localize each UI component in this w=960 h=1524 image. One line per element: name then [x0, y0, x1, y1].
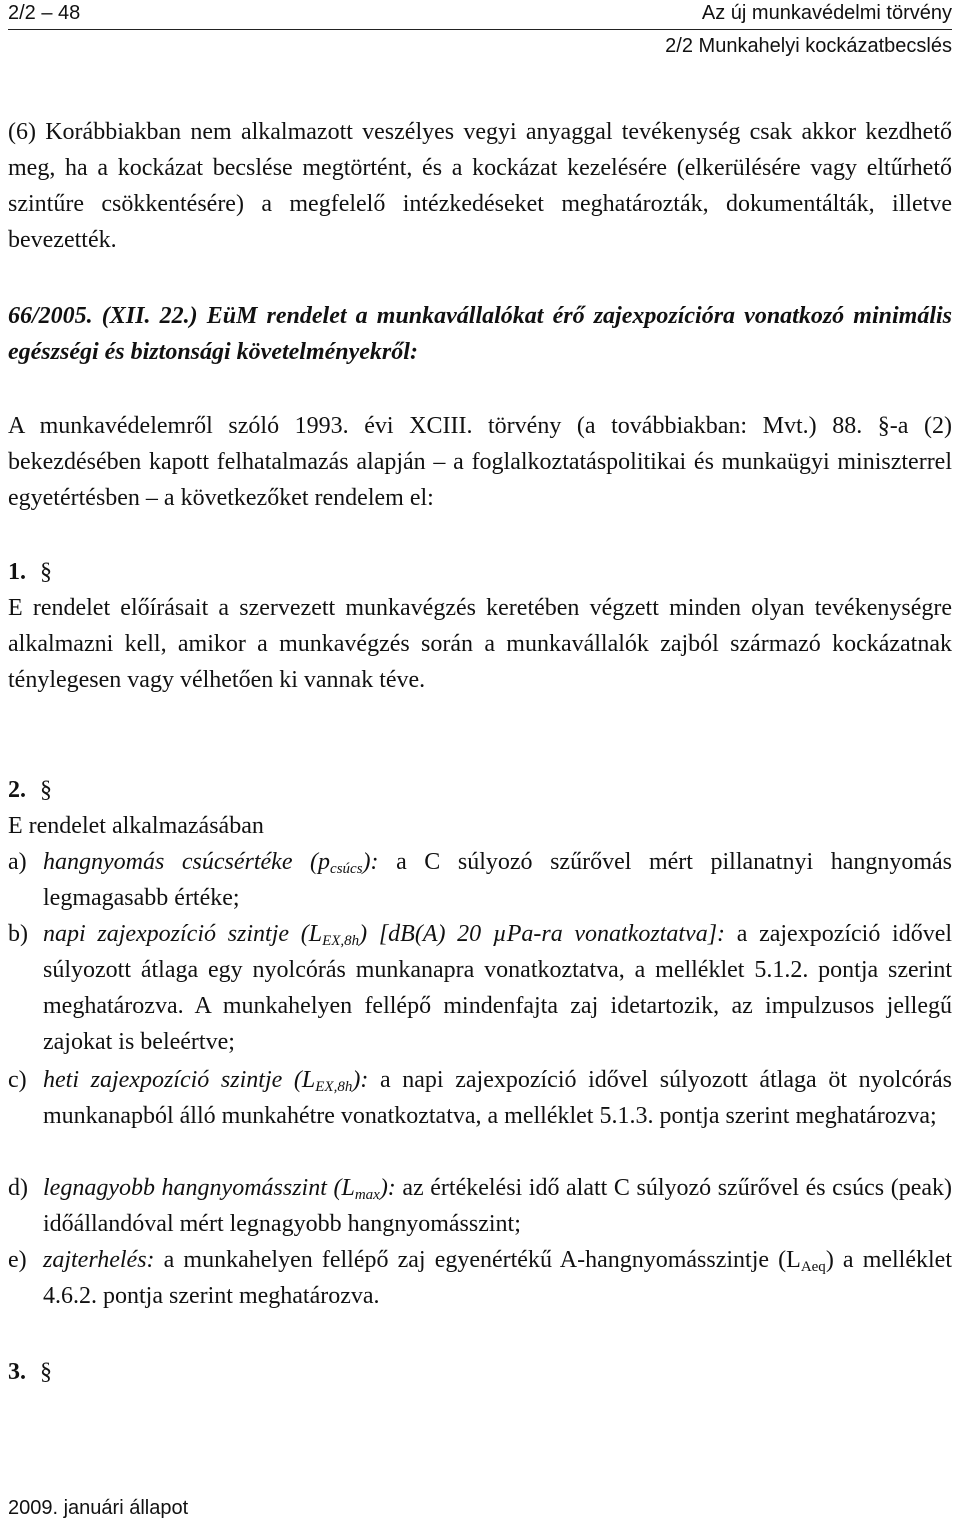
definition-text: a munkahelyen fellépő zaj egyenértékű A-hangnyomásszintje $(L_{Aeq})$ a melléklet 4.6.2. pontja szerint meghatározva.	[43, 1247, 952, 1309]
definition-term: zajterhelés:	[43, 1247, 155, 1273]
section-number: 3.	[8, 1359, 26, 1385]
book-title: Az új munkavédelmi törvény	[701, 2, 952, 24]
definition-text: az értékelési idő alatt C súlyozó szűrővel és csúcs (peak) időállandóval mért legnagyobb hangnyomásszint;	[43, 1175, 953, 1237]
section-number: 2.	[8, 777, 26, 803]
paragraph-6: (6) Korábbiakban nem alkalmazott veszélyes vegyi anyaggal tevékenység csak akkor kezdhető meg, ha a kockázat becslése megtörtént, és a kockázat kezelésére (elkerülésére vagy eltűrhető szintűre csökkentésére) a megfelelő intézkedéseket meghatározták, dokumentálták, illetve bevezették.	[8, 119, 952, 253]
section-number: 1.	[8, 559, 26, 585]
section-3-heading	[8, 1354, 52, 1390]
definition-b	[8, 916, 952, 1060]
section-2-heading	[8, 772, 52, 808]
definition-text: a napi zajexpozíció idővel súlyozott átlaga öt nyolcórás munkanapból álló munkahétre vonatkoztatva, a melléklet 5.1.3. pontja szerint meghatározva;	[43, 1067, 952, 1129]
section-sign: §	[40, 777, 52, 803]
decree-title: 66/2005. (XII. 22.) EüM rendelet a munkavállalókat érő zajexpozícióra vonatkozó minimális egészségi és biztonsági követelményekről:	[8, 303, 952, 365]
definition-text: a C súlyozó szűrővel mért pillanatnyi hangnyomás legmagasabb értéke;	[43, 849, 953, 911]
definition-term: napi zajexpozíció szintje $(L_{EX,8h})$ [dB(A) 20 µPa-ra vonatkoztatva]:	[43, 921, 726, 949]
definition-term: legnagyobb hangnyomásszint $(L_{max})$:	[43, 1175, 396, 1203]
definition-label: a)	[8, 849, 27, 875]
definition-label: d)	[8, 1175, 28, 1201]
page-footer: 2009. januári állapot	[8, 1497, 189, 1519]
page-reference: 2/2 – 48	[8, 2, 81, 24]
section-1-heading	[8, 554, 52, 590]
definition-e	[8, 1242, 952, 1314]
definition-text: a zajexpozíció idővel súlyozott átlaga egy nyolcórás munkanapra vonatkoztatva, a melléklet 5.1.2. pontja szerint meghatározva. A munkahelyen fellépő mindenfajta zaj idetartozik, az impulzusos jellegű zajokat is beleértve;	[43, 921, 953, 1055]
definition-label: b)	[8, 921, 28, 947]
definition-d	[8, 1170, 952, 1242]
header-rule	[8, 29, 952, 30]
definition-term: heti zajexpozíció szintje $(L_{EX,8h})$:	[43, 1067, 369, 1095]
definition-c	[8, 1062, 952, 1134]
definition-term: hangnyomás csúcsértéke $(p_{csúcs})$:	[43, 849, 379, 877]
section-1-text: E rendelet előírásait a szervezett munkavégzés keretében végzett minden olyan tevékenységre alkalmazni kell, amikor a munkavégzés során a munkavállalók zajból származó kockázatnak ténylegesen vagy vélhetően ki vannak téve.	[8, 595, 952, 693]
section-2-intro: E rendelet alkalmazásában	[8, 813, 264, 839]
definition-a	[8, 844, 952, 916]
definition-label: c)	[8, 1067, 27, 1093]
preamble: A munkavédelemről szóló 1993. évi XCIII. törvény (a továbbiakban: Mvt.) 88. §-a (2) bekezdésében kapott felhatalmazás alapján – a foglalkoztatáspolitikai és munkaügyi miniszterrel egyetértésben – a következőket rendelem el:	[8, 413, 952, 511]
definition-label: e)	[8, 1247, 27, 1273]
section-sign: §	[40, 559, 52, 585]
chapter-title: 2/2 Munkahelyi kockázatbecslés	[665, 35, 952, 57]
section-sign: §	[40, 1359, 52, 1385]
